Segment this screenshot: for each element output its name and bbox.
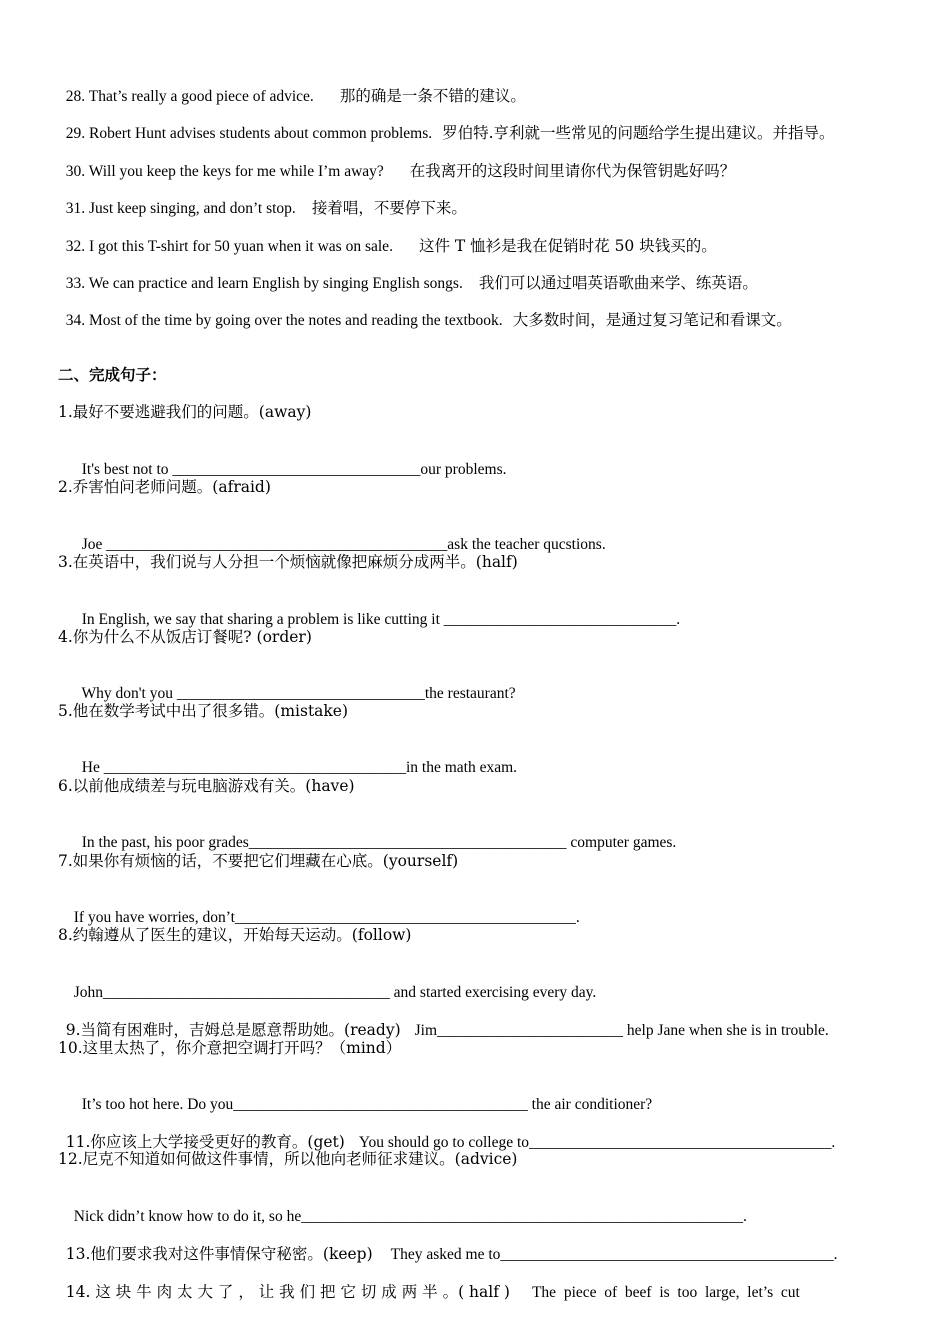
answer-tail: the air conditioner? — [527, 1096, 653, 1113]
exercise-7-question: 7.如果你有烦恼的话，不要把它们埋藏在心底。(yourself) — [58, 852, 459, 870]
exercise-1-answer — [74, 440, 506, 480]
answer-blank[interactable]: _________________________________________ — [248, 834, 567, 851]
exercise-9-question: 9.当简有困难时，吉姆总是愿意帮助她。(ready) — [65, 1021, 401, 1039]
answer-tail: . — [676, 611, 681, 628]
exercise-2-question: 2.乔害怕问老师问题。(afraid) — [58, 478, 271, 496]
answer-blank[interactable]: ___________________________________________ — [500, 1246, 834, 1263]
sentence-en: 32. I got this T-shirt for 50 yuan when it was on sale. — [65, 238, 393, 255]
answer-blank[interactable]: _______________________________________ — [529, 1134, 832, 1151]
sentence-cn: 在我离开的这段时间里请你代为保管钥匙好吗？ — [409, 162, 736, 180]
exercise-6-answer — [74, 813, 676, 853]
exercise-6-question: 6.以前他成绩差与玩电脑游戏有关。(have) — [58, 777, 355, 795]
exercise-13 — [58, 1224, 838, 1265]
answer-tail: . — [833, 1246, 838, 1263]
answer-blank[interactable]: _____________________________________ — [103, 984, 390, 1001]
answer-blank[interactable]: ________________________ — [437, 1022, 624, 1039]
sentence-en: 30. Will you keep the keys for me while I’m away? — [65, 163, 384, 180]
sentence-en: 31. Just keep singing, and don’t stop. — [65, 200, 296, 217]
sentence-34 — [58, 290, 792, 331]
answer-lead: It’s too hot here. Do you — [81, 1096, 234, 1113]
answer-lead: In English, we say that sharing a problem is like cutting it — [81, 611, 444, 628]
answer-lead: He — [81, 759, 104, 776]
exercise-12-answer — [66, 1187, 747, 1227]
exercise-8-answer — [66, 963, 596, 1003]
sentence-cn: 罗伯特.亨利就一些常见的问题给学生提出建议。并指导。 — [442, 124, 835, 142]
answer-blank[interactable]: ________________________________ — [172, 461, 421, 478]
answer-lead: They asked me to — [390, 1246, 501, 1263]
exercise-10-answer — [74, 1075, 652, 1115]
exercise-11 — [58, 1112, 835, 1153]
answer-blank[interactable]: ______________________________ — [443, 611, 677, 628]
answer-lead: Why don't you — [81, 685, 177, 702]
answer-tail: ask the teacher qucstions. — [447, 536, 606, 553]
answer-tail: the restaurant? — [424, 685, 516, 702]
answer-lead: You should go to college to — [358, 1134, 530, 1151]
sentence-30 — [58, 141, 735, 182]
exercise-5-answer — [74, 738, 517, 778]
sentence-en: 33. We can practice and learn English by singing English songs. — [65, 275, 463, 292]
exercise-14 — [58, 1262, 800, 1303]
section-title: 二、完成句子： — [58, 365, 167, 384]
exercise-9 — [58, 1000, 829, 1041]
sentence-cn: 大多数时间，是通过复习笔记和看课文。 — [512, 311, 792, 329]
sentence-en: 28. That’s really a good piece of advice. — [65, 88, 314, 105]
answer-blank[interactable]: ____________________________________________ — [106, 536, 448, 553]
answer-blank[interactable]: ____________________________________________ — [234, 909, 576, 926]
exercise-10-question: 10.这里太热了，你介意把空调打开吗？（mind） — [58, 1039, 402, 1057]
sentence-33 — [58, 253, 758, 294]
answer-lead: It's best not to — [81, 461, 173, 478]
exercise-5-question: 5.他在数学考试中出了很多错。(mistake) — [58, 702, 349, 720]
sentence-32 — [58, 216, 717, 257]
answer-tail: help Jane when she is in trouble. — [623, 1022, 829, 1039]
answer-tail: our problems. — [420, 461, 507, 478]
sentence-en: 34. Most of the time by going over the notes and reading the textbook. — [65, 312, 503, 329]
exercise-8-question: 8.约翰遵从了医生的建议，开始每天运动。(follow) — [58, 926, 412, 944]
sentence-cn: 那的确是一条不错的建议。 — [339, 87, 526, 105]
answer-lead: Jim — [414, 1022, 438, 1039]
exercise-3-question: 3.在英语中，我们说与人分担一个烦恼就像把麻烦分成两半。(half) — [58, 553, 518, 571]
exercise-7-answer — [66, 888, 580, 928]
sentence-31 — [58, 178, 467, 219]
sentence-en: 29. Robert Hunt advises students about common problems. — [65, 125, 433, 142]
answer-tail: . — [575, 909, 580, 926]
sentence-cn: 我们可以通过唱英语歌曲来学、练英语。 — [478, 274, 758, 292]
exercise-11-question: 11.你应该上大学接受更好的教育。(get) — [65, 1133, 345, 1151]
exercise-1-question: 1.最好不要逃避我们的问题。(away) — [58, 403, 312, 421]
answer-lead: The piece of beef is too large, let’s cut — [531, 1284, 800, 1301]
sentence-28 — [58, 66, 526, 107]
answer-blank[interactable]: ________________________________ — [176, 685, 425, 702]
answer-lead: If you have worries, don’t — [73, 909, 235, 926]
answer-tail: . — [831, 1134, 836, 1151]
answer-lead: Joe — [81, 536, 107, 553]
answer-tail: computer games. — [566, 834, 677, 851]
sentence-29 — [58, 103, 835, 144]
answer-tail: in the math exam. — [405, 759, 518, 776]
answer-lead: In the past, his poor grades — [81, 834, 249, 851]
answer-blank[interactable]: _________________________________________________________ — [301, 1208, 743, 1225]
answer-tail: and started exercising every day. — [389, 984, 597, 1001]
exercise-12-question: 12.尼克不知道如何做这件事情，所以他向老师征求建议。(advice) — [58, 1150, 518, 1168]
sentence-cn: 这件 T 恤衫是我在促销时花 50 块钱买的。 — [418, 237, 717, 255]
answer-lead: John — [73, 984, 104, 1001]
exercise-13-question: 13.他们要求我对这件事情保守秘密。(keep) — [65, 1245, 373, 1263]
exercise-2-answer — [74, 515, 606, 555]
answer-lead: Nick didn’t know how to do it, so he — [73, 1208, 302, 1225]
exercise-14-question: 14. 这 块 牛 肉 太 大 了 ， 让 我 们 把 它 切 成 两 半 。( half ) — [65, 1283, 510, 1301]
answer-blank[interactable]: _______________________________________ — [103, 759, 406, 776]
exercise-3-answer — [74, 590, 680, 630]
sentence-cn: 接着唱，不要停下来。 — [311, 199, 467, 217]
answer-tail: . — [742, 1208, 747, 1225]
answer-blank[interactable]: ______________________________________ — [233, 1096, 528, 1113]
exercise-4-answer — [74, 664, 516, 704]
exercise-4-question: 4.你为什么不从饭店订餐呢? (order) — [58, 628, 312, 646]
